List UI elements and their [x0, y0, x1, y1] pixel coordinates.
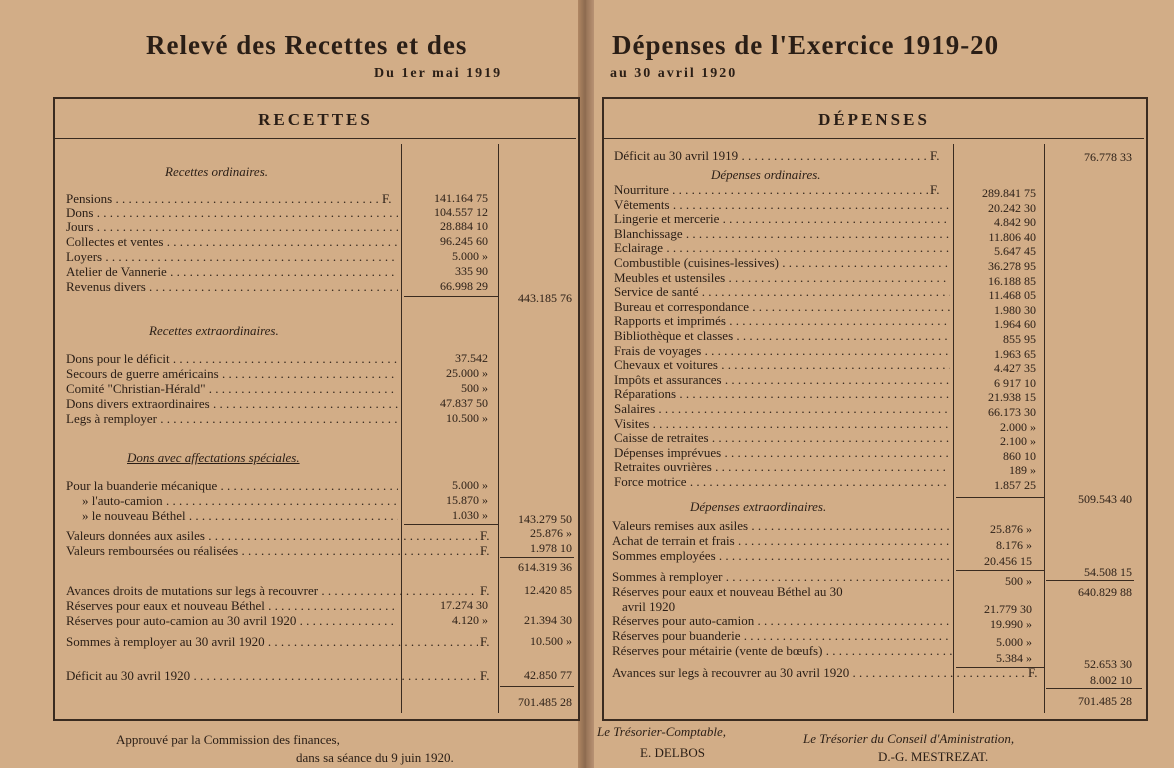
row-amount: 141.164 75 [434, 191, 488, 205]
row-amount: 4.427 35 [994, 361, 1036, 376]
row-label: Combustible (cuisines-lessives) . . . [614, 255, 950, 270]
row-amount: 37.542 [455, 351, 488, 365]
section-title: Dépenses ordinaires. [711, 167, 821, 182]
header-rule [604, 138, 1144, 139]
row-amount: 21.779 30 [984, 602, 1032, 616]
row-amount: 4.120 » [452, 613, 488, 627]
row-label: Jours . . . [66, 219, 398, 234]
row-amount: 10.500 » [446, 411, 488, 425]
row-label: Salaires . . . [614, 401, 950, 416]
row-amount: 1.857 25 [994, 478, 1036, 492]
row-amount: 5.384 » [996, 651, 1032, 665]
row-label: Sommes à remployer . . . [612, 569, 952, 584]
row-label: Réserves pour buanderie . . . [612, 628, 952, 643]
column-rule [953, 144, 954, 713]
row-label: Legs à remployer . . . [66, 411, 398, 426]
row-label: Comité "Christian-Hérald" . . . [66, 381, 398, 396]
row-amount: 1.964 60 [994, 317, 1036, 332]
row-label: Valeurs remboursées ou réalisées . . . [66, 543, 478, 558]
section-title: Recettes ordinaires. [165, 164, 269, 179]
reserves-total: 21.394 30 [524, 613, 572, 627]
row-label: Revenus divers . . . [66, 279, 398, 294]
row-label: Retraites ouvrières . . . [614, 459, 950, 474]
row-label: » le nouveau Béthel . . . [82, 508, 398, 523]
row-label: Valeurs remises aux asiles . . . [612, 518, 952, 533]
row-amount: 855 95 [1003, 332, 1036, 346]
row-label: Eclairage . . . [614, 240, 950, 255]
row-amount: 335 90 [455, 264, 488, 278]
row-amount: 5.000 » [996, 635, 1032, 649]
treasurer-title: Le Trésorier-Comptable, [597, 724, 727, 739]
row-label: Réserves pour eaux et nouveau Béthel au 30 [612, 584, 843, 599]
row-suffix: F. [930, 182, 940, 197]
row-label: Pensions . . . [66, 191, 382, 206]
row-suffix: F. [382, 191, 392, 206]
row-label: Vêtements . . . [614, 197, 950, 212]
row-label: Réparations . . . [614, 386, 950, 401]
subtotal: 640.829 88 [1078, 585, 1132, 599]
subtotal-b: 614.319 36 [518, 560, 572, 574]
row-amount: 47.837 50 [440, 396, 488, 410]
council-name: D.-G. MESTREZAT. [878, 749, 989, 764]
row-amount: 28.884 10 [440, 219, 488, 233]
row-label: Loyers . . . [66, 249, 398, 264]
row-label: Avances droits de mutations sur legs à recouvrer . . . [66, 583, 478, 598]
column-rule [498, 144, 499, 713]
row-label: Lingerie et mercerie . . . [614, 211, 950, 226]
row-amount: 19.990 » [990, 617, 1032, 631]
row-label: Force motrice . . . [614, 474, 950, 489]
row-label: avril 1920 [622, 599, 676, 614]
row-label: Dépenses imprévues . . . [614, 445, 950, 460]
row-label: Visites . . . [614, 416, 950, 431]
subtotal-rule [404, 524, 498, 525]
row-amount: 96.245 60 [440, 234, 488, 248]
row-amount: 289.841 75 [982, 186, 1036, 200]
row-amount: 11.468 05 [988, 288, 1036, 303]
row-amount: 36.278 95 [988, 259, 1036, 273]
subtotal-a: 143.279 50 [518, 512, 572, 526]
row-suffix: F. [930, 148, 940, 163]
row-amount: 1.978 10 [530, 541, 572, 555]
row-amount: 11.806 40 [988, 229, 1036, 244]
subtotal-rule [404, 296, 498, 297]
row-label: Achat de terrain et frais . . . [612, 533, 952, 548]
row-amount: 66.173 30 [988, 405, 1036, 419]
row-amount: 1.030 » [452, 508, 488, 522]
row-label: Avances sur legs à recouvrer au 30 avril 1920 . . . [612, 665, 1026, 680]
row-amount: 1.980 30 [994, 302, 1036, 317]
row-amount: 5.647 45 [994, 244, 1036, 259]
row-amount: 20.242 30 [988, 200, 1036, 215]
title-right: Dépenses de l'Exercice 1919-20 [612, 30, 1000, 60]
extraordinary-total: 54.508 15 [1084, 565, 1132, 579]
header-rule [55, 138, 576, 139]
approval-line-1: Approuvé par la Commission des finances, [116, 732, 340, 747]
row-amount: 42.850 77 [524, 668, 572, 682]
row-amount: 25.000 » [446, 366, 488, 380]
row-suffix: F. [480, 634, 490, 649]
grand-total: 701.485 28 [1078, 694, 1132, 708]
row-amount: 17.274 30 [440, 598, 488, 612]
row-label: Rapports et imprimés . . . [614, 313, 950, 328]
row-label: Blanchissage . . . [614, 226, 950, 241]
ordinary-total: 509.543 40 [1078, 492, 1132, 506]
subtotal-rule [956, 497, 1044, 498]
row-label: Bibliothèque et classes . . . [614, 328, 950, 343]
book-gutter [578, 0, 594, 768]
grand-total: 701.485 28 [518, 695, 572, 709]
row-amount: 16.188 85 [988, 273, 1036, 288]
row-amount: 2.100 » [1000, 434, 1036, 449]
row-label: Réserves pour eaux et nouveau Béthel . . . [66, 598, 398, 613]
depenses-header: DÉPENSES [818, 110, 930, 129]
section-title: Recettes extraordinaires. [149, 323, 279, 338]
row-amount: 104.557 12 [434, 205, 488, 219]
row-label: Nourriture . . . [614, 182, 928, 197]
row-amount: 5.000 » [452, 478, 488, 492]
row-amount: 1.963 65 [994, 346, 1036, 361]
row-amount: 8.176 » [996, 538, 1032, 552]
council-title: Le Trésorier du Conseil d'Aministration, [803, 731, 1015, 746]
row-label: Réserves pour auto-camion . . . [612, 613, 952, 628]
row-label: Impôts et assurances . . . [614, 372, 950, 387]
row-suffix: F. [480, 583, 490, 598]
row-amount: 500 » [461, 381, 488, 395]
row-label: Déficit au 30 avril 1920 . . . [66, 668, 478, 683]
row-label: Valeurs données aux asiles . . . [66, 528, 478, 543]
subtotal-rule [500, 557, 574, 558]
row-label: Réserves pour auto-camion au 30 avril 1920 . . . [66, 613, 398, 628]
row-label: Dons divers extraordinaires . . . [66, 396, 398, 411]
row-label: Atelier de Vannerie . . . [66, 264, 398, 279]
row-amount: 860 10 [1003, 448, 1036, 463]
row-amount: 25.876 » [990, 522, 1032, 536]
row-label: Dons . . . [66, 205, 398, 220]
treasurer-name: E. DELBOS [640, 745, 705, 760]
row-label: Bureau et correspondance . . . [614, 299, 950, 314]
subtitle-left: Du 1er mai 1919 [374, 66, 503, 81]
row-suffix: F. [1028, 665, 1038, 680]
row-label: Collectes et ventes . . . [66, 234, 398, 249]
row-label: Secours de guerre américains . . . [66, 366, 398, 381]
row-label: Chevaux et voitures . . . [614, 357, 950, 372]
column-rule [1044, 144, 1045, 713]
row-amount: 15.870 » [446, 493, 488, 507]
row-label: Frais de voyages . . . [614, 343, 950, 358]
row-amount: 6 917 10 [994, 375, 1036, 390]
reserves-total: 52.653 30 [1084, 657, 1132, 671]
row-amount: 5.000 » [452, 249, 488, 263]
row-amount: 12.420 85 [524, 583, 572, 597]
row-amount: 4.842 90 [994, 215, 1036, 230]
column-rule [401, 144, 402, 713]
row-amount: 2.000 » [1000, 419, 1036, 434]
total-rule [1046, 688, 1142, 689]
subtitle-right: au 30 avril 1920 [610, 66, 738, 81]
row-amount: 25.876 » [530, 526, 572, 540]
row-amount: 8.002 10 [1090, 673, 1132, 687]
row-label: Sommes employées . . . [612, 548, 952, 563]
row-amount: 20.456 15 [984, 554, 1032, 568]
row-label: Réserves pour métairie (vente de bœufs) . . . [612, 643, 952, 658]
row-suffix: F. [480, 543, 490, 558]
row-amount: 66.998 29 [440, 279, 488, 293]
section-title: Dons avec affectations spéciales. [127, 450, 300, 465]
row-label: Service de santé . . . [614, 284, 950, 299]
subtotal-rule [956, 570, 1044, 571]
row-label: Sommes à remployer au 30 avril 1920 . . . [66, 634, 478, 649]
row-amount: 500 » [1005, 574, 1032, 588]
row-label: Dons pour le déficit . . . [66, 351, 398, 366]
row-label: Meubles et ustensiles . . . [614, 270, 950, 285]
row-amount: 21.938 15 [988, 390, 1036, 405]
row-suffix: F. [480, 528, 490, 543]
title-left: Relevé des Recettes et des [146, 30, 468, 60]
ordinary-total: 443.185 76 [518, 291, 572, 305]
row-label: Caisse de retraites . . . [614, 430, 950, 445]
row-amount: 76.778 33 [1084, 150, 1132, 164]
section-title: Dépenses extraordinaires. [690, 499, 827, 514]
subtotal-rule [1046, 580, 1134, 581]
row-label: Pour la buanderie mécanique . . . [66, 478, 398, 493]
row-amount: 10.500 » [530, 634, 572, 648]
approval-line-2: dans sa séance du 9 juin 1920. [296, 750, 454, 765]
total-rule [500, 686, 574, 687]
row-amount: 189 » [1009, 463, 1036, 478]
row-label: Déficit au 30 avril 1919 . . . [614, 148, 928, 163]
recettes-header: RECETTES [258, 110, 373, 129]
row-suffix: F. [480, 668, 490, 683]
row-label: » l'auto-camion . . . [82, 493, 398, 508]
